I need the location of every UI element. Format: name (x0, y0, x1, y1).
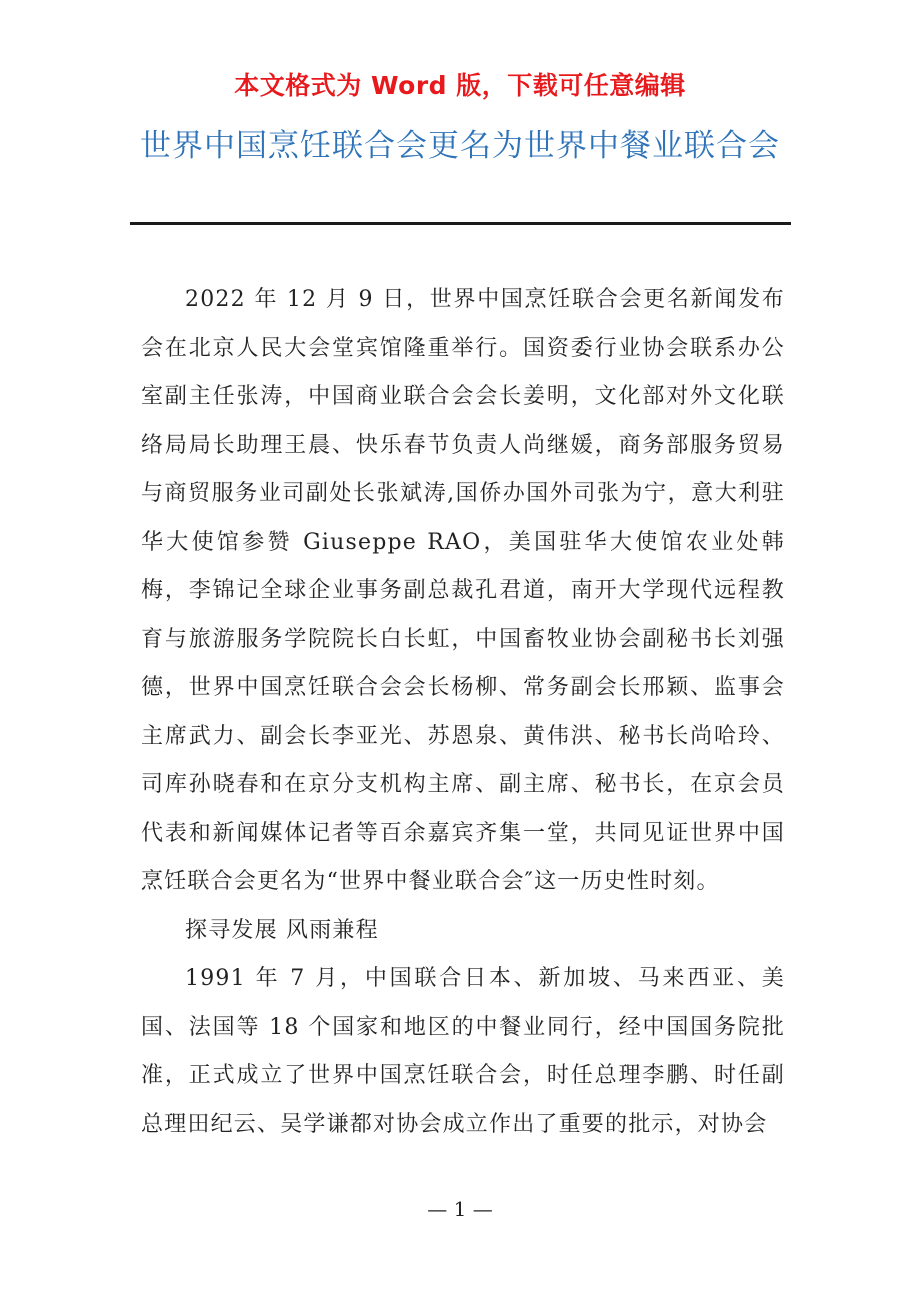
word-format-notice: 本文格式为 Word 版，下载可任意编辑 (234, 71, 686, 100)
article-body (141, 276, 785, 1149)
paragraph-press-conference: 2022 年 12 月 9 日，世界中国烹饪联合会更名新闻发布会在北京人民大会堂宾馆隆重举行。国资委行业协会联系办公室副主任张涛，中国商业联合会会长姜明，文化部对外文化联络局局长助理王晨、快乐春节负责人尚继媛，商务部服务贸易与商贸服务业司副处长张斌涛,国侨办国外司张为宁，意大利驻华大使馆参赞 Giuseppe RAO，美国驻华大使馆农业处韩梅，李锦记全球企业事务副总裁孔君道，南开大学现代远程教育与旅游服务学院院长白长虹，中国畜牧业协会副秘书长刘强德，世界中国烹饪联合会会长杨柳、常务副会长邢颖、监事会主席武力、副会长李亚光、苏恩泉、黄伟洪、秘书长尚哈玲、司库孙晓春和在京分支机构主席、副主席、秘书长，在京会员代表和新闻媒体记者等百余嘉宾齐集一堂，共同见证世界中国烹饪联合会更名为“世界中餐业联合会″这一历史性时刻。 (141, 287, 785, 894)
title-divider (130, 222, 791, 225)
section-heading-development: 探寻发展 风雨兼程 (185, 917, 379, 943)
article-title: 世界中国烹饪联合会更名为世界中餐业联合会 (140, 128, 780, 164)
paragraph-founding: 1991 年 7 月，中国联合日本、新加坡、马来西亚、美国、法国等 18 个国家和地区的中餐业同行，经中国国务院批准，正式成立了世界中国烹饪联合会，时任总理李鹏、时任副总理田纪云、吴学谦都对协会成立作出了重要的批示，对协会 (141, 966, 785, 1137)
page-number: — 1 — (427, 1197, 493, 1221)
